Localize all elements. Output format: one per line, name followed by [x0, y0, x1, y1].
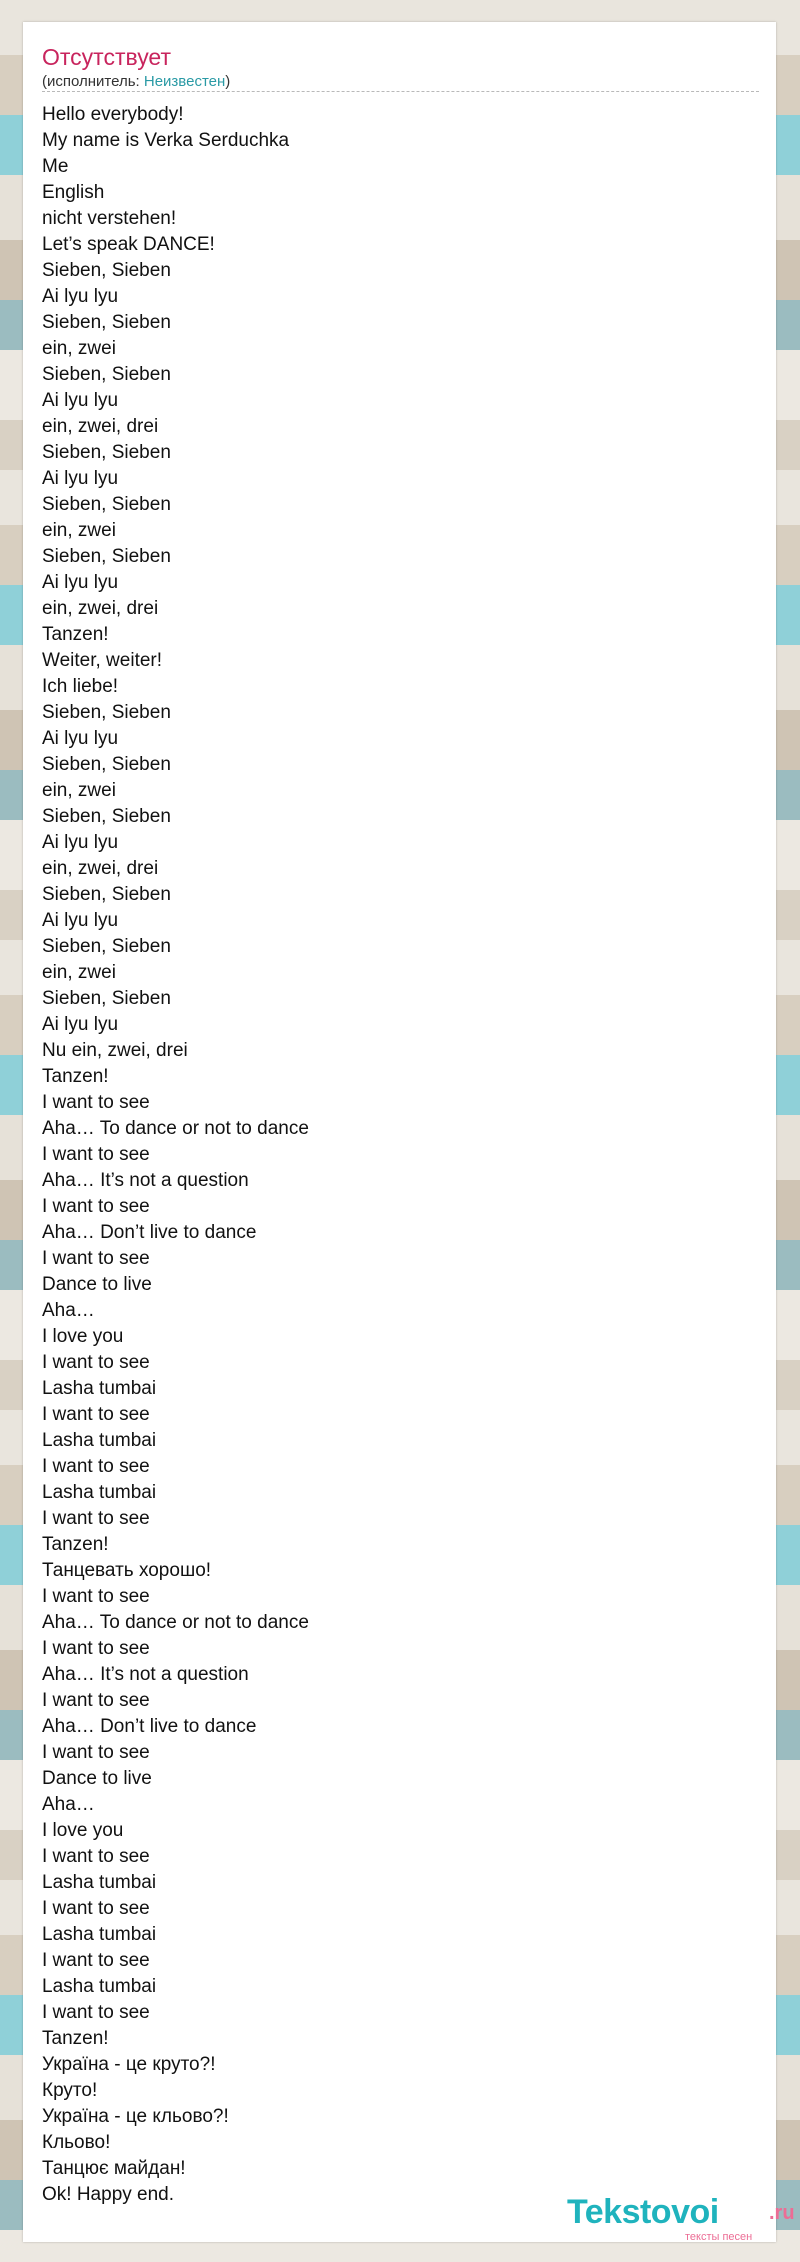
lyric-line: ein, zwei, drei [42, 858, 159, 879]
lyric-line: nicht verstehen! [42, 208, 177, 229]
lyric-line: I love you [42, 1820, 124, 1841]
artist-line [42, 73, 230, 91]
lyric-line: Sieben, Sieben [42, 754, 171, 775]
lyric-line: Tanzen! [42, 1534, 109, 1555]
lyric-line: ein, zwei, drei [42, 598, 159, 619]
lyric-line: Sieben, Sieben [42, 806, 171, 827]
lyric-line: ein, zwei [42, 962, 116, 983]
lyric-line: Ai lyu lyu [42, 286, 119, 307]
title-divider [42, 91, 759, 92]
lyric-line: I want to see [42, 2002, 150, 2023]
lyric-line: Танцює майдан! [42, 2158, 186, 2179]
lyric-line: Україна - це кльово?! [42, 2106, 229, 2127]
lyric-line: I love you [42, 1326, 124, 1347]
lyrics-text [42, 102, 309, 2208]
lyric-line: Кльово! [42, 2132, 111, 2153]
lyric-line: Dance to live [42, 1274, 152, 1295]
lyric-line: I want to see [42, 1950, 150, 1971]
lyric-line: Hello everybody! [42, 104, 184, 125]
lyric-line: Sieben, Sieben [42, 546, 171, 567]
lyric-line: Aha… It’s not a question [42, 1170, 249, 1191]
lyric-line: Ai lyu lyu [42, 832, 119, 853]
site-logo[interactable] [567, 2192, 795, 2248]
lyric-line: Me [42, 156, 69, 177]
site-logo-name: Tekstovoi [567, 2193, 719, 2231]
lyric-line: I want to see [42, 1144, 150, 1165]
lyric-line: Sieben, Sieben [42, 364, 171, 385]
lyric-line: I want to see [42, 1352, 150, 1373]
lyric-line: Lasha tumbai [42, 1872, 157, 1893]
lyric-line: Lasha tumbai [42, 1482, 157, 1503]
site-logo-tld: .ru [769, 2202, 795, 2224]
lyrics-card [23, 22, 795, 2243]
lyric-line: Aha… It’s not a question [42, 1664, 249, 1685]
lyric-line: I want to see [42, 1846, 150, 1867]
artist-suffix: ) [225, 73, 231, 90]
lyric-line: I want to see [42, 1508, 150, 1529]
lyric-line: Tanzen! [42, 2028, 109, 2049]
lyric-line: Let’s speak DANCE! [42, 234, 215, 255]
lyric-line: Aha… To dance or not to dance [42, 1118, 309, 1139]
lyric-line: Танцевать хорошо! [42, 1560, 212, 1581]
song-title: Отсутствует [42, 44, 171, 70]
lyric-line: Lasha tumbai [42, 1976, 157, 1997]
lyric-line: I want to see [42, 1248, 150, 1269]
lyric-line: Ai lyu lyu [42, 390, 119, 411]
lyric-line: My name is Verka Serduchka [42, 130, 290, 151]
lyric-line: Ok! Happy end. [42, 2184, 175, 2205]
lyric-line: Sieben, Sieben [42, 702, 171, 723]
lyric-line: I want to see [42, 1690, 150, 1711]
lyric-line: Ich liebe! [42, 676, 119, 697]
lyric-line: Sieben, Sieben [42, 442, 171, 463]
lyric-line: Sieben, Sieben [42, 936, 171, 957]
lyric-line: Lasha tumbai [42, 1378, 157, 1399]
lyric-line: Sieben, Sieben [42, 988, 171, 1009]
lyric-line: I want to see [42, 1404, 150, 1425]
lyric-line: Nu ein, zwei, drei [42, 1040, 188, 1061]
lyric-line: Lasha tumbai [42, 1924, 157, 1945]
lyric-line: Aha… [42, 1300, 95, 1321]
lyric-line: Sieben, Sieben [42, 494, 171, 515]
lyric-line: I want to see [42, 1742, 150, 1763]
lyric-line: Круто! [42, 2080, 98, 2101]
lyric-line: Sieben, Sieben [42, 884, 171, 905]
lyric-line: Ai lyu lyu [42, 1014, 119, 1035]
lyric-line: Sieben, Sieben [42, 260, 171, 281]
lyric-line: Weiter, weiter! [42, 650, 163, 671]
lyric-line: Україна - це круто?! [42, 2054, 216, 2075]
lyric-line: I want to see [42, 1898, 150, 1919]
lyric-line: Ai lyu lyu [42, 728, 119, 749]
lyric-line: Ai lyu lyu [42, 572, 119, 593]
site-logo-tagline: тексты песен [685, 2231, 753, 2243]
artist-prefix: (исполнитель: [42, 73, 144, 90]
lyric-line: I want to see [42, 1638, 150, 1659]
lyric-line: Aha… To dance or not to dance [42, 1612, 309, 1633]
lyric-line: Lasha tumbai [42, 1430, 157, 1451]
lyric-line: Ai lyu lyu [42, 910, 119, 931]
lyric-line: Tanzen! [42, 624, 109, 645]
lyric-line: Tanzen! [42, 1066, 109, 1087]
lyric-line: ein, zwei [42, 520, 116, 541]
lyric-line: Aha… Don’t live to dance [42, 1222, 257, 1243]
lyric-line: ein, zwei, drei [42, 416, 159, 437]
lyric-line: Aha… [42, 1794, 95, 1815]
lyric-line: Ai lyu lyu [42, 468, 119, 489]
artist-link[interactable]: Неизвестен [143, 73, 226, 90]
lyric-line: I want to see [42, 1586, 150, 1607]
lyric-line: English [42, 182, 105, 203]
lyric-line: ein, zwei [42, 338, 116, 359]
lyric-line: Sieben, Sieben [42, 312, 171, 333]
lyric-line: ein, zwei [42, 780, 116, 801]
lyric-line: I want to see [42, 1196, 150, 1217]
lyric-line: Aha… Don’t live to dance [42, 1716, 257, 1737]
lyric-line: Dance to live [42, 1768, 152, 1789]
lyric-line: I want to see [42, 1456, 150, 1477]
lyric-line: I want to see [42, 1092, 150, 1113]
